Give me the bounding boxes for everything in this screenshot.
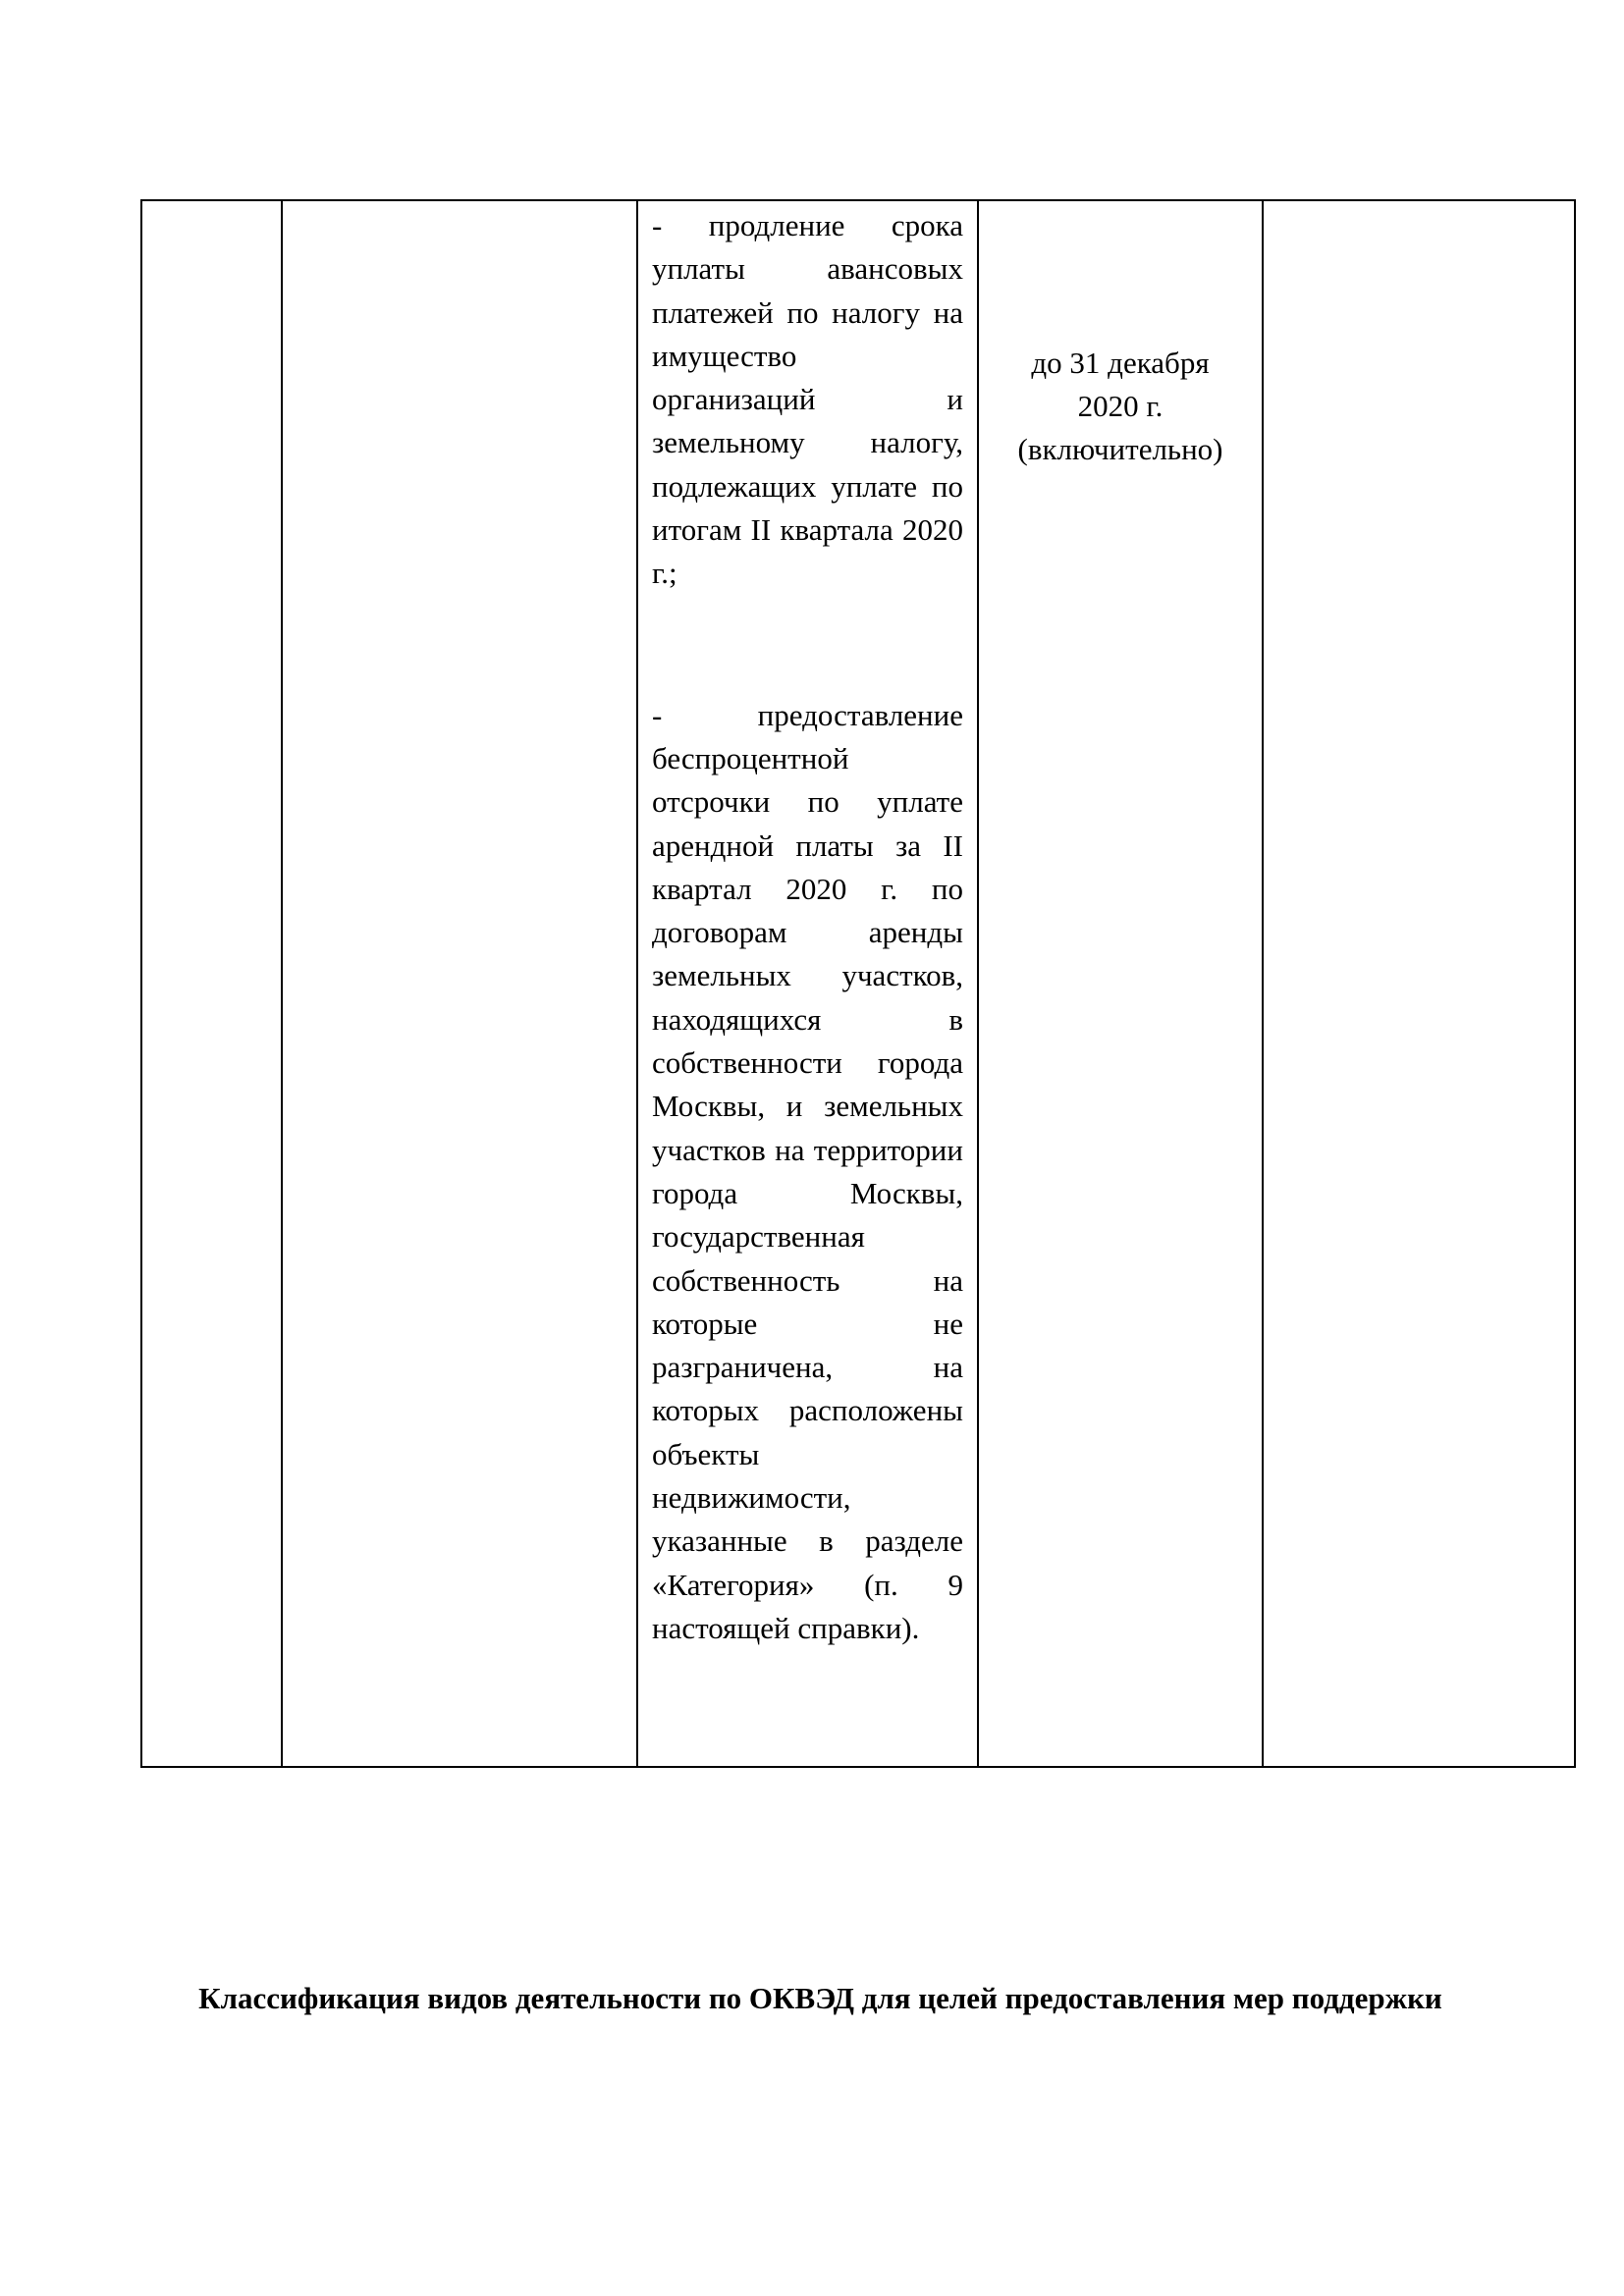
measure-item: - продление срока уплаты авансовых платежей по налогу на имущество организаций и земельному налогу, подлежащих уплате по итогам II квартала 2020 г.; (652, 208, 963, 591)
deadline-text: до 31 декабря 2020 г. (включительно) (1017, 346, 1223, 466)
table-cell-measures (637, 200, 978, 1767)
measure-item: - предоставление беспроцентной отсрочки по уплате арендной платы за II квартал 2020 г. по договорам аренды земельных участков, находящихся в собственности города Москвы, и земельных участков на территории города Москвы, государственная собственность на которые не разграничена, на которых расположены объекты недвижимости, указанные в разделе «Категория» (п. 9 настоящей справки). (652, 697, 963, 1645)
table-row (141, 200, 1575, 1767)
table-cell-deadline (978, 200, 1263, 1767)
section-heading: Классификация видов деятельности по ОКВЭД для целей предоставления мер поддержки (198, 1981, 1442, 2015)
support-measures-table (140, 199, 1576, 1768)
table-cell-notes (1263, 200, 1575, 1767)
table-cell-number (141, 200, 282, 1767)
table-cell-category (282, 200, 637, 1767)
